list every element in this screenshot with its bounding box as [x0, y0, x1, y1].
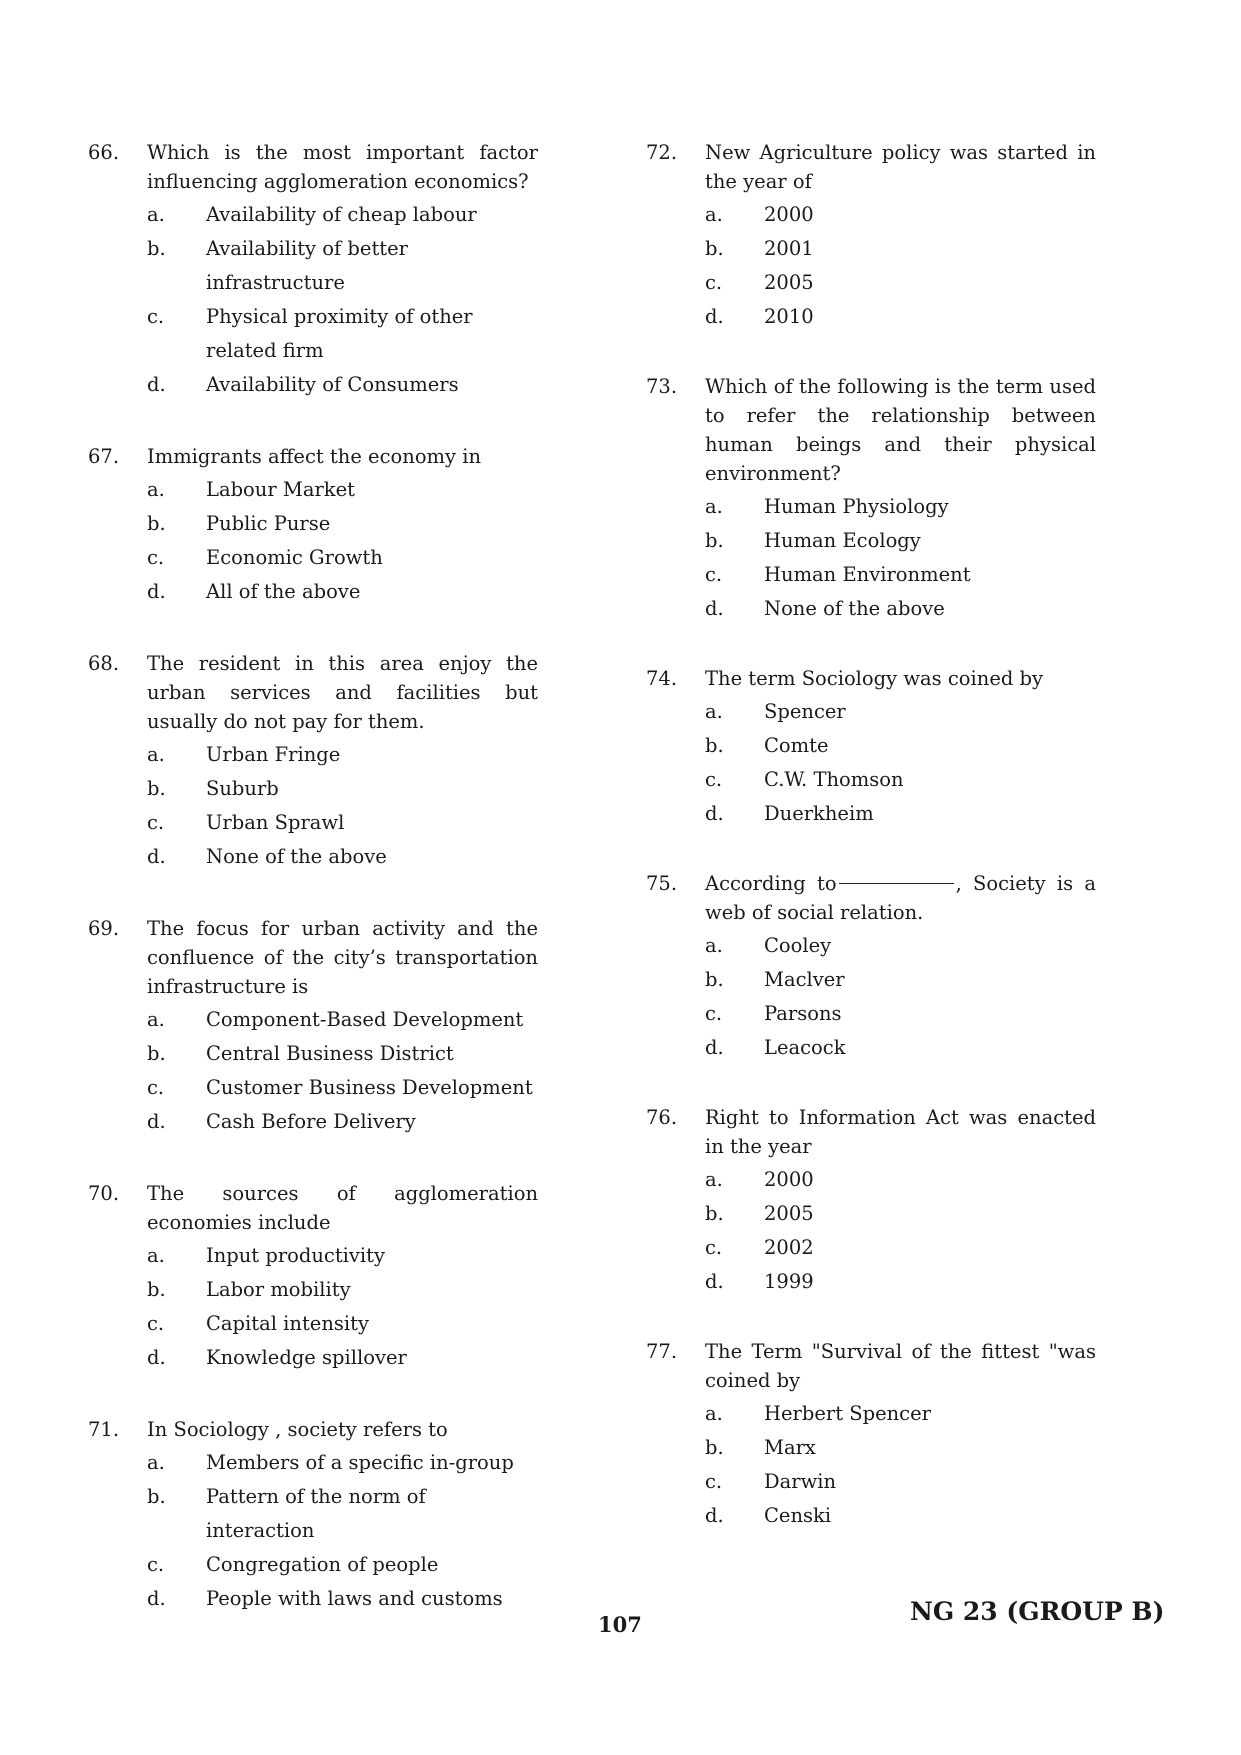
option-letter: b. — [705, 1436, 724, 1459]
option-letter: a. — [705, 700, 723, 723]
question-text: Right to Information Act was enacted in the year — [705, 1106, 1096, 1158]
option-b[interactable] — [147, 507, 538, 541]
question-number: 75. — [646, 872, 678, 895]
option-text: 2010 — [764, 305, 814, 328]
option-letter: c. — [705, 1470, 723, 1493]
option-text: Cash Before Delivery — [206, 1110, 416, 1133]
option-text: Censki — [764, 1504, 832, 1527]
option-c[interactable] — [147, 806, 538, 840]
option-text: Human Environment — [764, 563, 971, 586]
option-letter: a. — [147, 743, 165, 766]
option-text: All of the above — [206, 580, 361, 603]
option-text: Availability of Consumers — [206, 373, 459, 396]
option-letter: a. — [705, 1168, 723, 1191]
option-text: Economic Growth — [206, 546, 383, 569]
option-a[interactable] — [147, 1239, 538, 1273]
option-b[interactable] — [147, 1480, 538, 1548]
question-77 — [646, 1337, 1096, 1533]
option-letter: a. — [147, 1451, 165, 1474]
option-letter: c. — [147, 1312, 165, 1335]
option-letter: a. — [147, 1244, 165, 1267]
option-letter: b. — [705, 237, 724, 260]
option-c[interactable] — [147, 1548, 538, 1582]
option-text: Marx — [764, 1436, 816, 1459]
option-letter: a. — [147, 203, 165, 226]
option-letter: c. — [147, 305, 165, 328]
option-text: Herbert Spencer — [764, 1402, 931, 1425]
question-75 — [646, 869, 1096, 1065]
option-text: Urban Sprawl — [206, 811, 345, 834]
question-number: 72. — [646, 141, 678, 164]
question-text: Immigrants affect the economy in — [147, 445, 482, 468]
question-68 — [88, 649, 538, 874]
option-b[interactable] — [705, 232, 1096, 266]
option-text: Input productivity — [206, 1244, 386, 1267]
option-letter: d. — [147, 580, 166, 603]
option-text: Public Purse — [206, 512, 331, 535]
question-number: 77. — [646, 1340, 678, 1363]
question-text: Which is the most important factor influencing agglomeration economics? — [147, 141, 538, 193]
option-letter: b. — [147, 1485, 166, 1508]
option-letter: b. — [705, 1202, 724, 1225]
option-letter: c. — [147, 1553, 165, 1576]
option-b[interactable] — [705, 1197, 1096, 1231]
option-text: 2001 — [764, 237, 814, 260]
option-a[interactable] — [705, 929, 1096, 963]
option-b[interactable] — [705, 729, 1096, 763]
option-d[interactable] — [147, 1582, 538, 1616]
question-66 — [88, 138, 538, 402]
option-text: C.W. Thomson — [764, 768, 904, 791]
option-a[interactable] — [705, 490, 1096, 524]
option-text: Leacock — [764, 1036, 846, 1059]
question-67 — [88, 442, 538, 609]
question-text-after-blank: , Society is a web of social relation. — [705, 872, 1096, 924]
option-text: Parsons — [764, 1002, 842, 1025]
option-text: Human Ecology — [764, 529, 921, 552]
option-a[interactable] — [147, 1003, 538, 1037]
option-c[interactable] — [705, 763, 1096, 797]
option-letter: b. — [147, 512, 166, 535]
option-c[interactable] — [705, 1231, 1096, 1265]
option-a[interactable] — [705, 1397, 1096, 1431]
option-text: Duerkheim — [764, 802, 874, 825]
paper-code: NG 23 (GROUP B) — [910, 1597, 1165, 1626]
option-letter: b. — [705, 734, 724, 757]
question-76 — [646, 1103, 1096, 1299]
option-text: 2000 — [764, 1168, 814, 1191]
question-text: The resident in this area enjoy the urban services and facilities but usually do not pay for them. — [147, 652, 538, 733]
option-d[interactable] — [705, 1031, 1096, 1065]
option-text: Central Business District — [206, 1042, 454, 1065]
option-letter: c. — [705, 768, 723, 791]
option-letter: b. — [705, 968, 724, 991]
question-number: 69. — [88, 917, 120, 940]
option-d[interactable] — [147, 1105, 538, 1139]
options-list — [147, 473, 538, 609]
option-letter: a. — [147, 478, 165, 501]
option-text: People with laws and customs — [206, 1587, 503, 1610]
option-text: Component-Based Development — [206, 1008, 524, 1031]
question-number: 76. — [646, 1106, 678, 1129]
option-letter: b. — [705, 529, 724, 552]
option-text: Human Physiology — [764, 495, 949, 518]
option-text: Availability of cheap labour — [206, 203, 477, 226]
option-text: Pattern of the norm of interaction — [206, 1485, 426, 1542]
option-c[interactable] — [147, 541, 538, 575]
option-text: Darwin — [764, 1470, 837, 1493]
option-b[interactable] — [147, 1037, 538, 1071]
option-text: Comte — [764, 734, 829, 757]
option-a[interactable] — [147, 198, 538, 232]
options-list — [705, 490, 1096, 626]
option-text: Customer Business Development — [206, 1076, 533, 1099]
option-text: None of the above — [206, 845, 387, 868]
option-letter: c. — [705, 271, 723, 294]
option-b[interactable] — [147, 1273, 538, 1307]
question-73 — [646, 372, 1096, 626]
question-71 — [88, 1415, 538, 1616]
option-a[interactable] — [147, 738, 538, 772]
option-letter: b. — [147, 237, 166, 260]
option-letter: a. — [705, 1402, 723, 1425]
option-b[interactable] — [147, 232, 538, 300]
option-letter: d. — [147, 1587, 166, 1610]
option-c[interactable] — [705, 1465, 1096, 1499]
question-74 — [646, 664, 1096, 831]
option-letter: c. — [147, 1076, 165, 1099]
option-letter: a. — [705, 495, 723, 518]
option-d[interactable] — [147, 1341, 538, 1375]
option-letter: b. — [147, 777, 166, 800]
option-letter: c. — [705, 563, 723, 586]
option-letter: d. — [705, 1504, 724, 1527]
options-list — [147, 1446, 538, 1616]
option-b[interactable] — [705, 524, 1096, 558]
option-text: Knowledge spillover — [206, 1346, 407, 1369]
option-text: 1999 — [764, 1270, 814, 1293]
option-text: 2002 — [764, 1236, 814, 1259]
option-letter: c. — [705, 1002, 723, 1025]
question-72 — [646, 138, 1096, 334]
option-b[interactable] — [705, 1431, 1096, 1465]
option-d[interactable] — [705, 1265, 1096, 1299]
question-70 — [88, 1179, 538, 1375]
option-c[interactable] — [705, 997, 1096, 1031]
option-letter: d. — [705, 802, 724, 825]
page-number: 107 — [598, 1612, 642, 1637]
option-letter: a. — [705, 203, 723, 226]
option-d[interactable] — [705, 797, 1096, 831]
options-list — [147, 1239, 538, 1375]
option-c[interactable] — [147, 1071, 538, 1105]
option-letter: d. — [147, 1110, 166, 1133]
question-text: The term Sociology was coined by — [705, 667, 1044, 690]
option-letter: d. — [705, 597, 724, 620]
option-letter: b. — [147, 1278, 166, 1301]
option-c[interactable] — [705, 266, 1096, 300]
option-a[interactable] — [147, 1446, 538, 1480]
option-d[interactable] — [705, 592, 1096, 626]
options-list — [147, 738, 538, 874]
option-letter: a. — [705, 934, 723, 957]
option-text: 2005 — [764, 1202, 814, 1225]
option-d[interactable] — [705, 300, 1096, 334]
option-text: None of the above — [764, 597, 945, 620]
options-list — [147, 1003, 538, 1139]
option-text: Cooley — [764, 934, 832, 957]
option-text: Suburb — [206, 777, 279, 800]
option-text: Labor mobility — [206, 1278, 351, 1301]
option-letter: d. — [147, 373, 166, 396]
right-column — [646, 138, 1096, 1533]
options-list — [705, 1163, 1096, 1299]
option-d[interactable] — [147, 575, 538, 609]
option-text: 2000 — [764, 203, 814, 226]
question-text: The focus for urban activity and the confluence of the city’s transportation infrastructure is — [147, 917, 538, 998]
question-number: 70. — [88, 1182, 120, 1205]
question-text: The sources of agglomeration economies include — [147, 1182, 538, 1234]
question-number: 73. — [646, 375, 678, 398]
option-text: Availability of better infrastructure — [206, 237, 408, 294]
options-list — [705, 695, 1096, 831]
option-c[interactable] — [147, 1307, 538, 1341]
option-letter: d. — [705, 305, 724, 328]
question-text: The Term "Survival of the fittest "was coined by — [705, 1340, 1096, 1392]
option-letter: d. — [705, 1270, 724, 1293]
question-number: 67. — [88, 445, 120, 468]
option-a[interactable] — [705, 198, 1096, 232]
option-b[interactable] — [705, 963, 1096, 997]
option-letter: c. — [705, 1236, 723, 1259]
fill-in-blank — [839, 883, 954, 884]
question-text: Which of the following is the term used to refer the relationship between human beings and their physical environment? — [705, 375, 1096, 485]
option-text: Capital intensity — [206, 1312, 369, 1335]
option-letter: d. — [147, 1346, 166, 1369]
option-letter: a. — [147, 1008, 165, 1031]
option-text: Physical proximity of other related firm — [206, 305, 473, 362]
option-letter: c. — [147, 546, 165, 569]
question-number: 68. — [88, 652, 120, 675]
option-a[interactable] — [147, 473, 538, 507]
question-number: 74. — [646, 667, 678, 690]
left-column — [88, 138, 538, 1616]
option-letter: d. — [705, 1036, 724, 1059]
question-text — [705, 869, 1096, 927]
question-number: 66. — [88, 141, 120, 164]
option-text: Spencer — [764, 700, 846, 723]
option-a[interactable] — [705, 695, 1096, 729]
question-text-before-blank: According to — [705, 872, 837, 895]
option-text: Members of a specific in-group — [206, 1451, 514, 1474]
option-b[interactable] — [147, 772, 538, 806]
option-text: Urban Fringe — [206, 743, 341, 766]
option-letter: d. — [147, 845, 166, 868]
option-letter: c. — [147, 811, 165, 834]
option-c[interactable] — [147, 300, 538, 368]
option-text: Maclver — [764, 968, 845, 991]
options-list — [705, 929, 1096, 1065]
question-69 — [88, 914, 538, 1139]
options-list — [705, 198, 1096, 334]
question-number: 71. — [88, 1418, 120, 1441]
option-a[interactable] — [705, 1163, 1096, 1197]
question-text: In Sociology , society refers to — [147, 1418, 448, 1441]
option-d[interactable] — [147, 368, 538, 402]
options-list — [705, 1397, 1096, 1533]
question-text: New Agriculture policy was started in the year of — [705, 141, 1096, 193]
option-letter: b. — [147, 1042, 166, 1065]
option-text: Congregation of people — [206, 1553, 439, 1576]
option-text: 2005 — [764, 271, 814, 294]
option-c[interactable] — [705, 558, 1096, 592]
option-text: Labour Market — [206, 478, 355, 501]
options-list — [147, 198, 538, 402]
option-d[interactable] — [147, 840, 538, 874]
option-d[interactable] — [705, 1499, 1096, 1533]
